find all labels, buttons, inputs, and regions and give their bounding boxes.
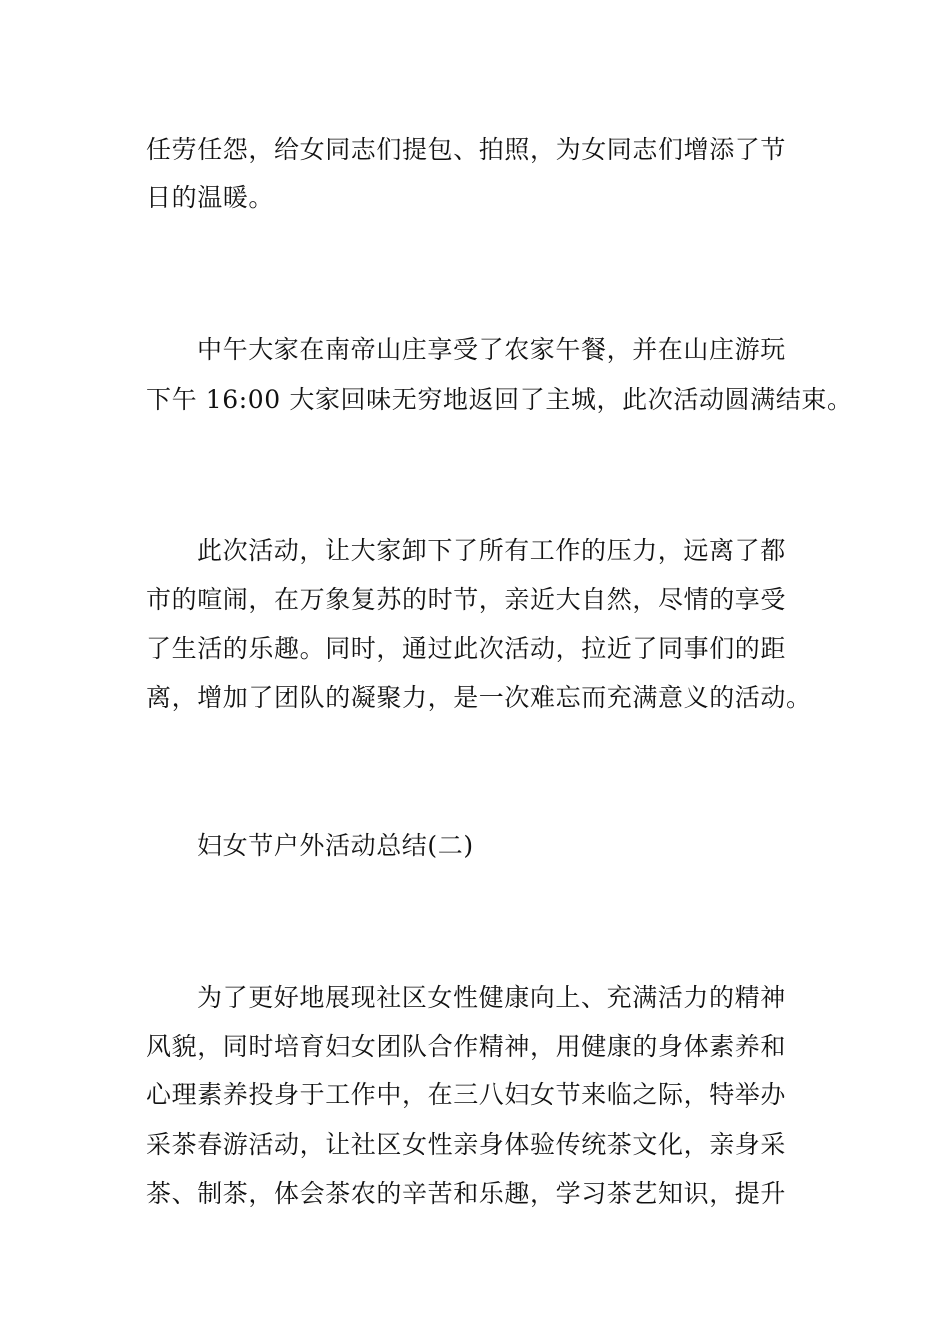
paragraph-1-line-2: 日的温暖。 [146, 183, 275, 212]
paragraph-3-line-4: 离，增加了团队的凝聚力，是一次难忘而充满意义的活动。 [146, 683, 812, 712]
paragraph-1-line-1: 任劳任怨，给女同志们提包、拍照，为女同志们增添了节 [146, 135, 787, 164]
paragraph-5-line-5: 茶、制茶，体会茶农的辛苦和乐趣，学习茶艺知识，提升 [146, 1179, 787, 1208]
paragraph-3-line-3: 了生活的乐趣。同时，通过此次活动，拉近了同事们的距 [146, 634, 787, 663]
paragraph-5-line-1: 为了更好地展现社区女性健康向上、充满活力的精神 [197, 983, 786, 1012]
paragraph-5-line-3: 心理素养投身于工作中，在三八妇女节来临之际，特举办 [146, 1080, 787, 1109]
paragraph-2-line-2: 下午 16:00 大家回味无穷地返回了主城，此次活动圆满结束。 [146, 385, 853, 414]
paragraph-5-line-2: 风貌，同时培育妇女团队合作精神，用健康的身体素养和 [146, 1032, 787, 1061]
paragraph-3-line-2: 市的喧闹，在万象复苏的时节，亲近大自然，尽情的享受 [146, 585, 787, 614]
paragraph-3-line-1: 此次活动，让大家卸下了所有工作的压力，远离了都 [197, 536, 786, 565]
paragraph-2-line-1: 中午大家在南帝山庄享受了农家午餐，并在山庄游玩 [197, 335, 786, 364]
section-heading: 妇女节户外活动总结(二) [197, 831, 474, 860]
paragraph-5-line-4: 采茶春游活动，让社区女性亲身体验传统茶文化，亲身采 [146, 1130, 787, 1159]
